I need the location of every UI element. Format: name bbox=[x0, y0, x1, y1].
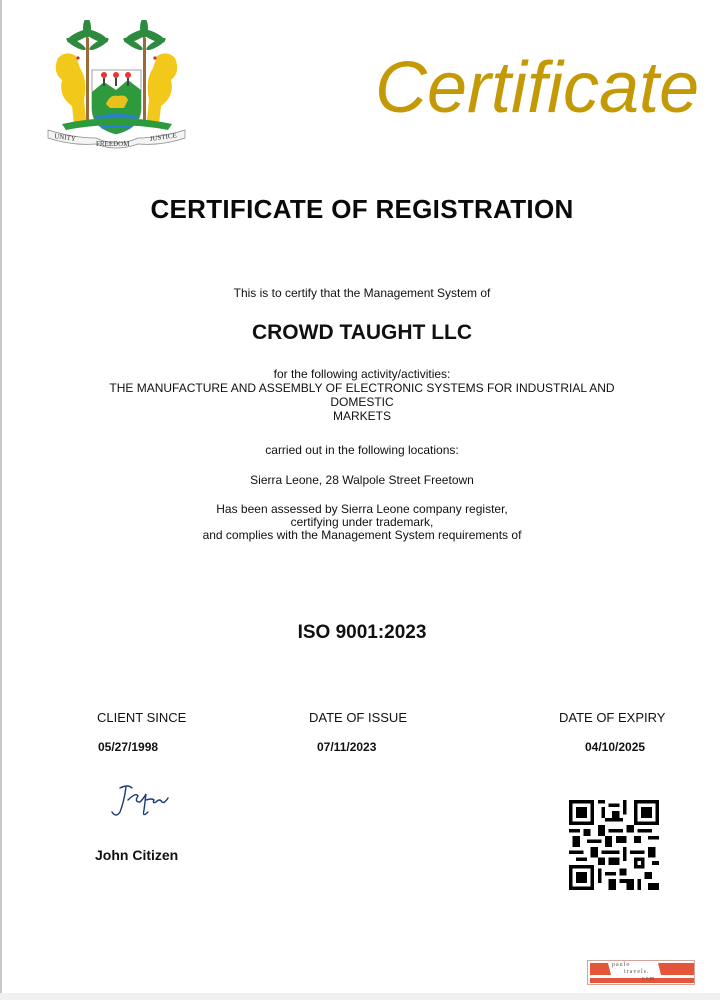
coat-of-arms-icon bbox=[44, 20, 189, 150]
date-of-issue-label: DATE OF ISSUE bbox=[309, 710, 407, 725]
document-title: CERTIFICATE OF REGISTRATION bbox=[150, 194, 574, 224]
signer-name: John Citizen bbox=[95, 847, 179, 863]
activity-line: DOMESTIC bbox=[330, 395, 394, 409]
svg-text:JUSTICE: JUSTICE bbox=[149, 131, 178, 143]
svg-text:FREEDOM: FREEDOM bbox=[96, 140, 130, 148]
date-of-issue-value: 07/11/2023 bbox=[317, 740, 377, 754]
company-name: CROWD TAUGHT LLC bbox=[251, 321, 473, 344]
client-since-value: 05/27/1998 bbox=[98, 740, 159, 754]
assessment-line: Has been assessed by Sierra Leone company register, bbox=[216, 502, 508, 516]
watermark-badge bbox=[587, 960, 695, 985]
date-of-expiry-label: DATE OF EXPIRY bbox=[559, 710, 666, 725]
assessment-block bbox=[2, 503, 720, 542]
qr-code-icon[interactable] bbox=[569, 800, 659, 890]
intro-text: This is to certify that the Management System of bbox=[233, 286, 491, 300]
watermark-text: paulo travels. com bbox=[612, 962, 656, 982]
iso-standard: ISO 9001:2023 bbox=[297, 622, 427, 643]
activity-intro: for the following activity/activities: bbox=[273, 367, 451, 381]
activity-line: THE MANUFACTURE AND ASSEMBLY OF ELECTRONIC SYSTEMS FOR INDUSTRIAL AND bbox=[109, 381, 615, 395]
assessment-line: certifying under trademark, bbox=[290, 515, 434, 529]
svg-text:UNITY: UNITY bbox=[53, 132, 77, 144]
location-text: Sierra Leone, 28 Walpole Street Freetown bbox=[250, 473, 474, 487]
locations-intro: carried out in the following locations: bbox=[265, 443, 459, 457]
assessment-line: and complies with the Management System requirements of bbox=[202, 528, 522, 542]
activity-block bbox=[2, 367, 720, 423]
client-since-label: CLIENT SINCE bbox=[97, 710, 187, 725]
signature-icon bbox=[106, 782, 176, 822]
date-of-expiry-value: 04/10/2025 bbox=[585, 740, 646, 754]
activity-line: MARKETS bbox=[332, 409, 391, 423]
certificate-heading: Certificate bbox=[375, 48, 700, 128]
